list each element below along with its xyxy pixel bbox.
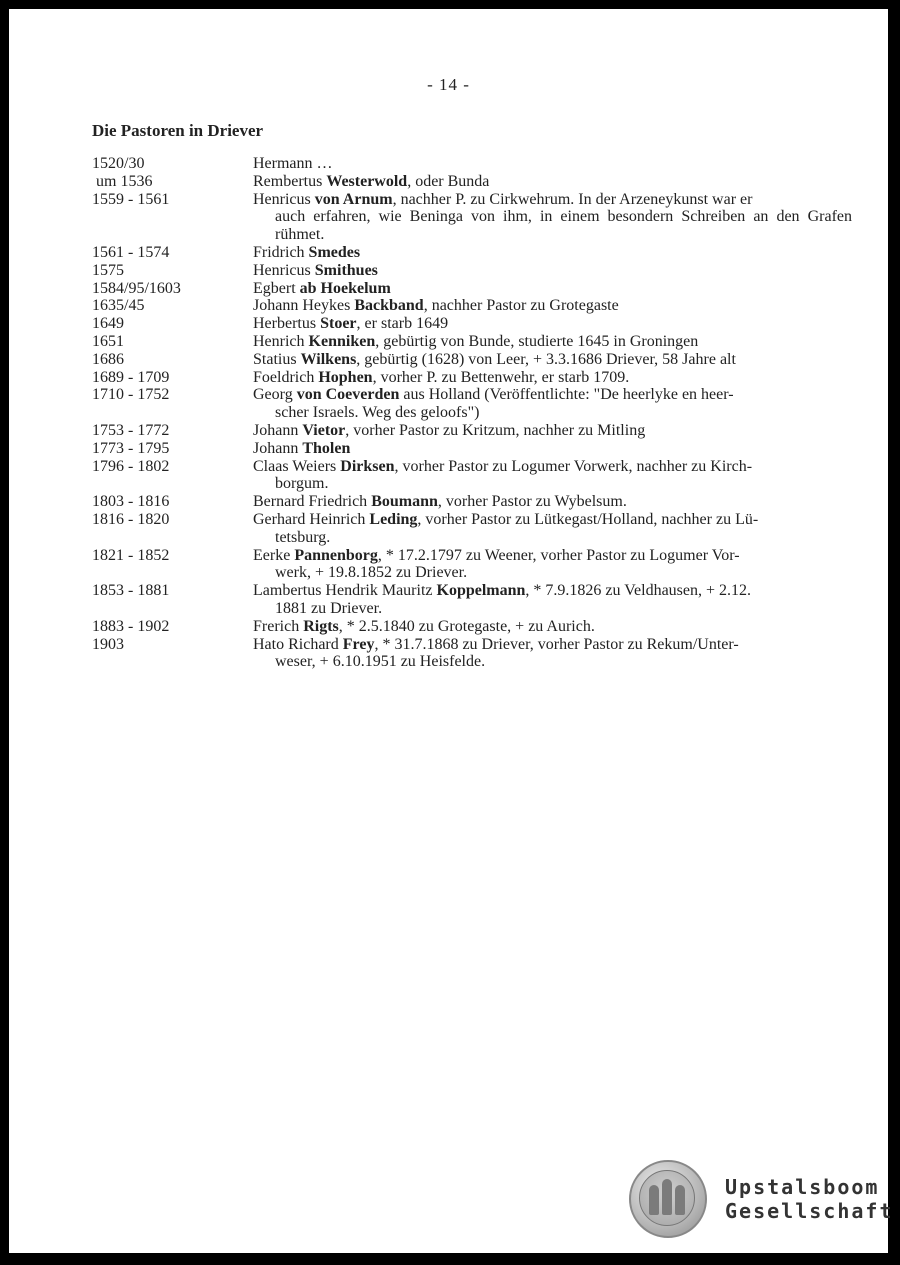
pastor-text: Statius <box>253 350 301 368</box>
list-item <box>92 262 852 280</box>
pastor-year: 1520/30 <box>92 155 145 172</box>
pastor-surname: von Arnum <box>314 190 393 208</box>
pastor-surname: Leding <box>369 510 418 528</box>
pastor-surname: Hophen <box>318 368 373 386</box>
pastor-year: 1561 - 1574 <box>92 243 170 261</box>
pastor-surname: Westerwold <box>326 172 408 190</box>
list-item <box>92 636 852 672</box>
pastor-year: 1816 - 1820 <box>92 510 170 528</box>
pastor-entry-continuation: borgum. <box>275 475 329 493</box>
pastor-list <box>92 155 852 671</box>
document-page <box>9 9 894 1253</box>
pastor-text: , oder Bunda <box>407 172 490 190</box>
pastor-year: 1883 - 1902 <box>92 617 170 635</box>
pastor-entry <box>253 547 852 583</box>
pastor-text: , er starb 1649 <box>356 315 449 333</box>
pastor-surname: Wilkens <box>300 350 357 368</box>
pastor-entry <box>253 636 852 672</box>
pastor-entry-continuation: weser, + 6.10.1951 zu Heisfelde. <box>275 653 486 671</box>
pastor-text: , vorher Pastor zu Kritzum, nachher zu Mitling <box>345 421 646 439</box>
pastor-entry <box>253 458 852 494</box>
pastor-text: , nachher Pastor zu Grotegaste <box>423 297 619 315</box>
list-item <box>92 333 852 351</box>
pastor-text: aus Holland (Veröffentlichte: "De heerlyke en heer- <box>399 386 734 404</box>
logo-line-1: Upstalsboom <box>725 1175 880 1199</box>
pastor-text: Henricus <box>253 261 315 279</box>
pastor-text: Henrich <box>253 332 309 350</box>
pastor-surname: von Coeverden <box>296 386 400 404</box>
list-item <box>92 386 852 422</box>
pastor-text: , * 7.9.1826 zu Veldhausen, + 2.12. <box>525 582 752 600</box>
list-item <box>92 155 852 173</box>
list-item <box>92 422 852 440</box>
list-item <box>92 511 852 547</box>
list-item <box>92 244 852 262</box>
pastor-entry <box>253 280 852 298</box>
pastor-entry <box>253 191 852 244</box>
pastor-text: , * 2.5.1840 zu Grotegaste, + zu Aurich. <box>338 617 595 635</box>
pastor-text: , * 17.2.1797 zu Weener, vorher Pastor zu Logumer Vor- <box>377 546 740 564</box>
pastor-surname: Koppelmann <box>436 582 526 600</box>
pastor-text: Johann <box>253 439 303 457</box>
pastor-text: , * 31.7.1868 zu Driever, vorher Pastor zu Rekum/Unter- <box>374 635 739 653</box>
pastor-entry <box>253 262 852 280</box>
pastor-surname: Pannenborg <box>294 546 378 564</box>
pastor-entry-continuation: scher Israels. Weg des geloofs") <box>275 404 480 422</box>
pastor-text: , gebürtig (1628) von Leer, + 3.3.1686 Driever, 58 Jahre alt <box>356 350 736 368</box>
pastor-text: , nachher P. zu Cirkwehrum. In der Arzeneykunst war er <box>392 190 753 208</box>
pastor-year: 1689 - 1709 <box>92 368 170 386</box>
pastor-year: 1903 <box>92 635 124 653</box>
logo-line-2: Gesellschaft <box>725 1199 894 1223</box>
pastor-surname: Dirksen <box>340 457 395 475</box>
list-item <box>92 440 852 458</box>
pastor-text: Johann <box>253 421 303 439</box>
list-item <box>92 547 852 583</box>
page-title: Die Pastoren in Driever <box>92 121 264 140</box>
pastor-text: , vorher P. zu Bettenwehr, er starb 1709. <box>372 368 630 386</box>
pastor-text: Bernard Friedrich <box>253 493 372 511</box>
pastor-year: 1753 - 1772 <box>92 421 170 439</box>
pastor-year: um 1536 <box>92 172 153 190</box>
pastor-text: Hato Richard <box>253 635 343 653</box>
pastor-text: Gerhard Heinrich <box>253 510 370 528</box>
pastor-text: Johann Heykes <box>253 297 355 315</box>
list-item <box>92 315 852 333</box>
pastor-entry <box>253 369 852 387</box>
pastor-surname: Kenniken <box>308 332 376 350</box>
list-item <box>92 173 852 191</box>
page-number: - 14 - <box>427 75 470 94</box>
pastor-text: Foeldrich <box>253 368 319 386</box>
pastor-year: 1796 - 1802 <box>92 457 170 475</box>
pastor-surname: Tholen <box>302 439 351 457</box>
pastor-entry <box>253 244 852 262</box>
pastor-year: 1584/95/1603 <box>92 279 181 297</box>
pastor-text: Egbert <box>253 279 300 297</box>
pastor-text: , vorher Pastor zu Logumer Vorwerk, nachher zu Kirch- <box>394 457 753 475</box>
pastor-entry <box>253 155 852 173</box>
pastor-year: 1803 - 1816 <box>92 493 170 511</box>
list-item <box>92 618 852 636</box>
pastor-text: , vorher Pastor zu Wybelsum. <box>437 493 627 511</box>
pastor-entry <box>253 422 852 440</box>
pastor-surname: Smithues <box>314 261 378 279</box>
pastor-text: Herbertus <box>253 315 321 333</box>
pastor-text: Georg <box>253 386 297 404</box>
pastor-entry <box>253 440 852 458</box>
pastor-text: Frerich <box>253 617 304 635</box>
pastor-text: Hermann … <box>253 155 333 172</box>
list-item <box>92 582 852 618</box>
pastor-entry-continuation: tetsburg. <box>275 528 331 546</box>
list-item <box>92 297 852 315</box>
pastor-surname: ab Hoekelum <box>299 279 391 297</box>
pastor-year: 1651 <box>92 332 124 350</box>
pastor-text: , gebürtig von Bunde, studierte 1645 in Groningen <box>375 332 699 350</box>
pastor-entry-continuation: auch erfahren, wie Beninga von ihm, in einem besondern Schreiben an den Grafen rühmet. <box>275 208 852 244</box>
pastor-entry <box>253 582 852 618</box>
list-item <box>92 280 852 298</box>
pastor-year: 1773 - 1795 <box>92 439 170 457</box>
pastor-entry-continuation: 1881 zu Driever. <box>275 599 383 617</box>
pastor-year: 1710 - 1752 <box>92 386 170 404</box>
pastor-text: Lambertus Hendrik Mauritz <box>253 582 437 600</box>
pastor-text: Rembertus <box>253 172 327 190</box>
list-item <box>92 458 852 494</box>
pastor-year: 1635/45 <box>92 297 145 315</box>
pastor-year: 1559 - 1561 <box>92 190 170 208</box>
pastor-year: 1649 <box>92 315 124 333</box>
pastor-text: , vorher Pastor zu Lütkegast/Holland, nachher zu Lü- <box>417 510 759 528</box>
pastor-entry <box>253 618 852 636</box>
pastor-text: Claas Weiers <box>253 457 341 475</box>
list-item <box>92 369 852 387</box>
pastor-entry-continuation: werk, + 19.8.1852 zu Driever. <box>275 564 468 582</box>
pastor-text: Fridrich <box>253 243 309 261</box>
pastor-text: Eerke <box>253 546 295 564</box>
pastor-year: 1853 - 1881 <box>92 582 170 600</box>
pastor-entry <box>253 333 852 351</box>
society-logo <box>629 1160 894 1238</box>
pastor-year: 1686 <box>92 350 124 368</box>
pastor-text: Henricus <box>253 190 315 208</box>
pastor-surname: Boumann <box>371 493 438 511</box>
seal-icon <box>629 1160 707 1238</box>
pastor-entry <box>253 173 852 191</box>
list-item <box>92 191 852 244</box>
list-item <box>92 493 852 511</box>
pastor-entry <box>253 386 852 422</box>
list-item <box>92 351 852 369</box>
pastor-entry <box>253 493 852 511</box>
pastor-entry <box>253 297 852 315</box>
pastor-entry <box>253 315 852 333</box>
pastor-year: 1575 <box>92 261 124 279</box>
pastor-surname: Smedes <box>308 243 361 261</box>
pastor-entry <box>253 351 852 369</box>
pastor-surname: Rigts <box>303 617 339 635</box>
pastor-surname: Backband <box>354 297 424 315</box>
pastor-surname: Vietor <box>302 421 346 439</box>
pastor-entry <box>253 511 852 547</box>
pastor-surname: Frey <box>342 635 375 653</box>
pastor-year: 1821 - 1852 <box>92 546 170 564</box>
pastor-surname: Stoer <box>320 315 357 333</box>
